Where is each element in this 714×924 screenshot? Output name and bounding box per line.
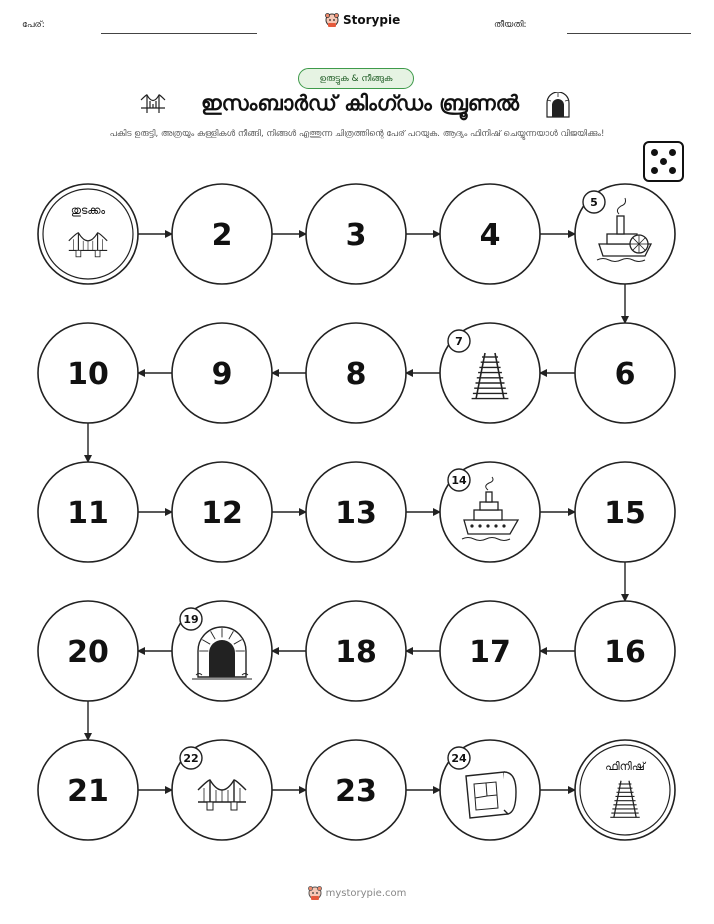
board-cell-18[interactable] bbox=[306, 601, 406, 701]
board-cell-22[interactable] bbox=[172, 740, 272, 840]
roll-and-move-badge: ഉരുട്ടുക & നീങ്ങുക bbox=[298, 68, 414, 89]
storypie-mascot-icon bbox=[308, 885, 322, 901]
board-cell-7[interactable] bbox=[440, 323, 540, 423]
start-label: തുടക്കം bbox=[70, 204, 106, 217]
board-cell-20[interactable] bbox=[38, 601, 138, 701]
board-cell-4[interactable] bbox=[440, 184, 540, 284]
board-cell-24[interactable] bbox=[440, 740, 540, 840]
board-cell-21[interactable] bbox=[38, 740, 138, 840]
board-cell-17[interactable] bbox=[440, 601, 540, 701]
board-cell-8[interactable] bbox=[306, 323, 406, 423]
name-label: പേര്: bbox=[22, 20, 45, 30]
footer-url[interactable]: mystorypie.com bbox=[325, 887, 407, 899]
board-cell-11[interactable] bbox=[38, 462, 138, 562]
board-cell-23[interactable] bbox=[306, 740, 406, 840]
blueprint-icon bbox=[466, 772, 516, 818]
cell-number: 19 bbox=[183, 613, 199, 626]
date-label: തീയതി: bbox=[494, 20, 527, 30]
cell-number: 11 bbox=[67, 496, 109, 531]
board-cell-25[interactable] bbox=[575, 740, 675, 840]
cell-number: 2 bbox=[211, 218, 233, 253]
cell-number: 22 bbox=[183, 752, 199, 765]
board-cell-12[interactable] bbox=[172, 462, 272, 562]
board-cell-10[interactable] bbox=[38, 323, 138, 423]
cell-number: 14 bbox=[451, 474, 467, 487]
board-cell-13[interactable] bbox=[306, 462, 406, 562]
cell-number: 4 bbox=[479, 218, 501, 253]
board-cell-1[interactable] bbox=[38, 184, 138, 284]
cell-number: 17 bbox=[469, 635, 511, 670]
cell-number: 12 bbox=[201, 496, 243, 531]
page-title: ഇസംബാർഡ് കിംഗ്ഡം ബ്രൂണൽ bbox=[201, 91, 519, 115]
cell-number: 7 bbox=[455, 335, 463, 348]
board-cell-15[interactable] bbox=[575, 462, 675, 562]
cell-number: 9 bbox=[211, 357, 233, 392]
footer bbox=[0, 885, 714, 901]
cell-circle bbox=[575, 740, 675, 840]
board-cell-14[interactable] bbox=[440, 462, 540, 562]
board-cell-9[interactable] bbox=[172, 323, 272, 423]
cell-number: 15 bbox=[604, 496, 646, 531]
cell-number: 10 bbox=[67, 357, 109, 392]
cell-number: 20 bbox=[67, 635, 109, 670]
board-cell-16[interactable] bbox=[575, 601, 675, 701]
board-cell-2[interactable] bbox=[172, 184, 272, 284]
cell-number: 23 bbox=[335, 774, 377, 809]
brand-name: Storypie bbox=[343, 13, 401, 27]
cell-number: 21 bbox=[67, 774, 109, 809]
board-cell-19[interactable] bbox=[172, 601, 272, 701]
cell-number: 6 bbox=[614, 357, 636, 392]
finish-label: ഫിനിഷ് bbox=[605, 760, 645, 773]
board-cell-3[interactable] bbox=[306, 184, 406, 284]
cell-number: 18 bbox=[335, 635, 377, 670]
cell-number: 5 bbox=[590, 196, 598, 209]
cell-circle bbox=[38, 184, 138, 284]
cell-number: 3 bbox=[345, 218, 367, 253]
instructions: പകിട ഉരുട്ടി, അത്രയും കള്ളികൾ നീങ്ങി, നിങ്ങൾ എത്തുന്ന ചിത്രത്തിന്റെ പേര് പറയുക. ആദ്യം ഫിനിഷ് ചെയ്യുന്നയാൾ വിജയിക്കും! bbox=[109, 129, 605, 139]
board-cell-5[interactable] bbox=[575, 184, 675, 284]
cell-number: 16 bbox=[604, 635, 646, 670]
cell-number: 24 bbox=[451, 752, 467, 765]
board-cell-6[interactable] bbox=[575, 323, 675, 423]
cell-number: 13 bbox=[335, 496, 377, 531]
cell-number: 8 bbox=[345, 357, 367, 392]
